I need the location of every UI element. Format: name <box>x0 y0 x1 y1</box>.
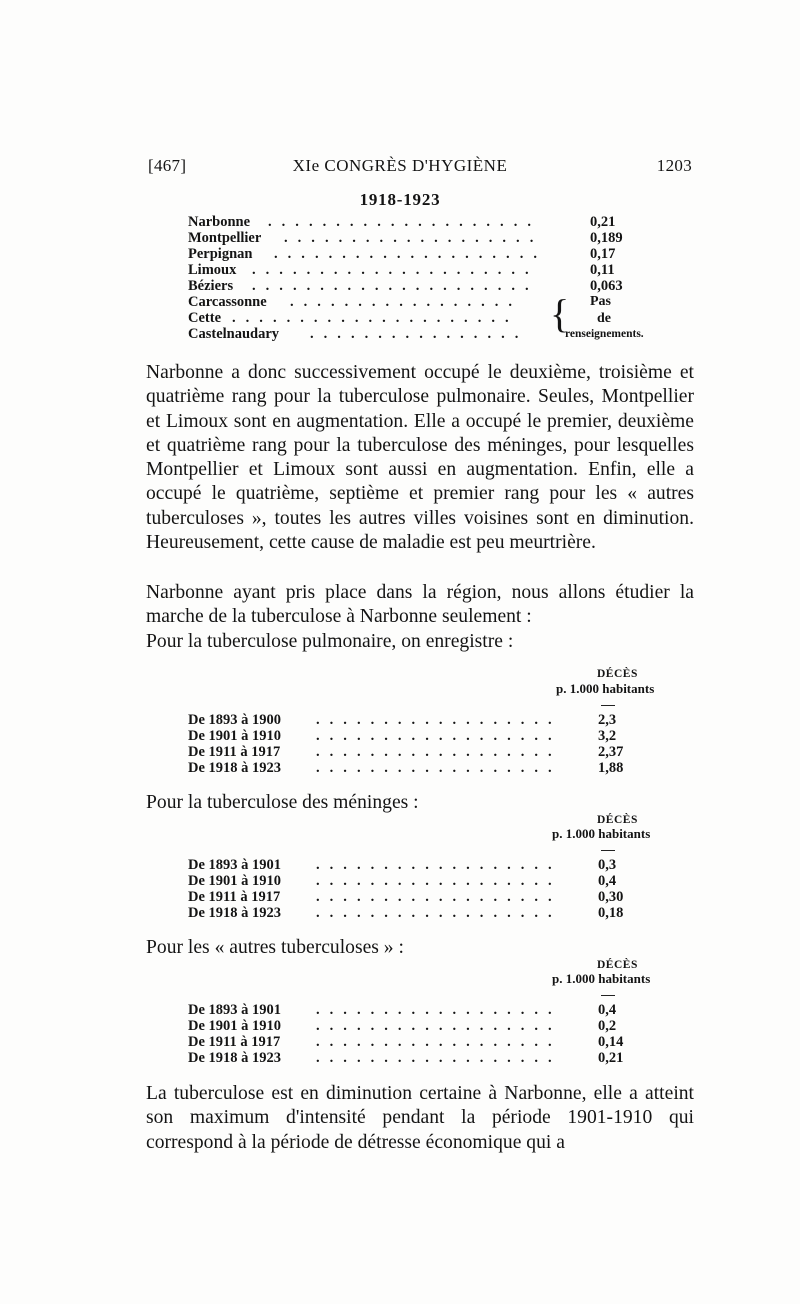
dot-leader: . . . . . . . . . . . . . . . . . . <box>316 1050 555 1066</box>
dot-leader: . . . . . . . . . . . . . . . . . . . <box>284 230 537 246</box>
dot-leader: . . . . . . . . . . . . . . . . . . . . . <box>252 278 532 294</box>
dot-leader: . . . . . . . . . . . . . . . . . . . . . <box>252 262 532 278</box>
city-name: Carcassonne <box>188 294 267 310</box>
paragraph-text: Pour les « autres tuberculoses » : <box>146 937 404 958</box>
table-row <box>188 1050 638 1066</box>
page-reference: [467] <box>148 156 187 175</box>
rate-value: 0,3 <box>598 857 617 873</box>
dot-leader: . . . . . . . . . . . . . . . . . . <box>316 1034 555 1050</box>
table-row <box>188 294 638 310</box>
rate-value: 0,30 <box>598 889 624 905</box>
dot-leader: . . . . . . . . . . . . . . . . . . <box>316 889 555 905</box>
page-number: 1203 <box>656 156 692 175</box>
rate-value: 0,14 <box>598 1034 624 1050</box>
city-name: Narbonne <box>188 214 251 230</box>
period-label: De 1901 à 1910 <box>188 728 282 744</box>
column-header-deces: DÉCÈS <box>597 814 638 826</box>
brace-note: renseignements. <box>565 328 644 340</box>
table-row <box>188 214 638 230</box>
paragraph-conclusion <box>146 1082 694 1155</box>
rate-value: 1,88 <box>598 760 624 776</box>
rate-value: 0,11 <box>590 262 615 278</box>
dot-leader: . . . . . . . . . . . . . . . . . . <box>316 728 555 744</box>
table-row <box>188 310 638 326</box>
table-row <box>188 1002 638 1018</box>
period-label: De 1911 à 1917 <box>188 1034 281 1050</box>
city-name: Montpellier <box>188 230 262 246</box>
column-dash <box>601 850 615 851</box>
table-row <box>188 1034 638 1050</box>
column-header-deces: DÉCÈS <box>597 668 638 680</box>
table-row <box>188 230 638 246</box>
rate-value: 0,189 <box>590 230 623 246</box>
city-name: Cette <box>188 310 222 326</box>
rate-value: 0,18 <box>598 905 624 921</box>
table-row <box>188 712 638 728</box>
brace-note: de <box>597 311 611 326</box>
dot-leader: . . . . . . . . . . . . . . . . . . . . <box>268 214 535 230</box>
period-label: De 1893 à 1901 <box>188 857 282 873</box>
dot-leader: . . . . . . . . . . . . . . . . . . <box>316 1018 555 1034</box>
dot-leader: . . . . . . . . . . . . . . . . . . <box>316 905 555 921</box>
table-row <box>188 278 638 294</box>
dot-leader: . . . . . . . . . . . . . . . . . . <box>316 857 555 873</box>
period-label: De 1901 à 1910 <box>188 1018 282 1034</box>
paragraph-meninges <box>146 791 694 815</box>
period-label: De 1911 à 1917 <box>188 744 281 760</box>
dot-leader: . . . . . . . . . . . . . . . . . . <box>316 712 555 728</box>
table-row <box>188 889 638 905</box>
column-header-per-habitants: p. 1.000 habitants <box>552 971 651 986</box>
period-label: De 1918 à 1923 <box>188 760 282 776</box>
table-row <box>188 873 638 889</box>
paragraph-ranking <box>146 361 694 555</box>
table-row <box>188 857 638 873</box>
running-title: XIe CONGRÈS D'HYGIÈNE <box>292 156 508 175</box>
dot-leader: . . . . . . . . . . . . . . . . . . <box>316 760 555 776</box>
dot-leader: . . . . . . . . . . . . . . . . . . <box>316 1002 555 1018</box>
dot-leader: . . . . . . . . . . . . . . . . . . <box>316 873 555 889</box>
rate-value: 2,37 <box>598 744 624 760</box>
period-label: De 1893 à 1900 <box>188 712 282 728</box>
paragraph-text: Pour la tuberculose pulmonaire, on enregistre : <box>146 631 514 652</box>
period-label: De 1911 à 1917 <box>188 889 281 905</box>
rate-value: 0,4 <box>598 873 617 889</box>
city-name: Béziers <box>188 278 234 294</box>
table-row <box>188 246 638 262</box>
paragraph-autres <box>146 936 694 960</box>
curly-brace: { <box>550 291 570 336</box>
table-row <box>188 262 638 278</box>
column-header-per-habitants: p. 1.000 habitants <box>556 681 655 696</box>
period-label: De 1918 à 1923 <box>188 905 282 921</box>
paragraph-text: La tuberculose est en diminution certaine à Narbonne, elle a atteint son maximum d'intensité pendant la période 1901-1910 qui correspond à la période de détresse économique qui a <box>146 1083 694 1153</box>
rate-value: 0,063 <box>590 278 623 294</box>
column-header-deces: DÉCÈS <box>597 959 638 971</box>
rate-value: 3,2 <box>598 728 617 744</box>
column-dash <box>601 995 615 996</box>
period-label: De 1893 à 1901 <box>188 1002 282 1018</box>
city-name: Perpignan <box>188 246 253 262</box>
brace-note: Pas <box>590 294 611 309</box>
column-header-per-habitants: p. 1.000 habitants <box>552 826 651 841</box>
dot-leader: . . . . . . . . . . . . . . . . <box>310 326 522 342</box>
paragraph-text: Narbonne a donc successivement occupé le deuxième, troisième et quatrième rang pour la tuberculose pulmonaire. Seules, Montpellier et Limoux sont en augmentation. Elle a occupé le premier, deuxième et quatrième rang pour la tuberculose des méninges, pour lesquelles Montpellier et Limoux sont aussi en augmentation. Enfin, elle a occupé le quatrième, septième et premier rang pour les « autres tuberculoses », toutes les autres villes voisines sont en diminution. Heureusement, cette cause de maladie est peu meurtrière. <box>146 362 694 554</box>
dot-leader: . . . . . . . . . . . . . . . . . . . . . <box>232 310 512 326</box>
table-row <box>188 728 638 744</box>
rate-value: 0,21 <box>598 1050 624 1066</box>
rate-value: 0,17 <box>590 246 616 262</box>
table-year-heading: 1918-1923 <box>359 190 441 209</box>
rate-value: 0,2 <box>598 1018 617 1034</box>
table-row <box>188 744 638 760</box>
rate-value: 2,3 <box>598 712 617 728</box>
city-name: Castelnaudary <box>188 326 280 342</box>
rate-value: 0,21 <box>590 214 616 230</box>
dot-leader: . . . . . . . . . . . . . . . . . . . . <box>274 246 541 262</box>
paragraph-narbonne <box>146 581 694 630</box>
paragraph-text: Pour la tuberculose des méninges : <box>146 792 419 813</box>
table-row <box>188 760 638 776</box>
rate-value: 0,4 <box>598 1002 617 1018</box>
table-row <box>188 1018 638 1034</box>
dot-leader: . . . . . . . . . . . . . . . . . . <box>316 744 555 760</box>
column-dash <box>601 705 615 706</box>
period-label: De 1901 à 1910 <box>188 873 282 889</box>
paragraph-text: Narbonne ayant pris place dans la région, nous allons étudier la marche de la tuberculose à Narbonne seulement : <box>146 582 694 628</box>
period-label: De 1918 à 1923 <box>188 1050 282 1066</box>
table-row <box>188 905 638 921</box>
city-name: Limoux <box>188 262 237 278</box>
paragraph-pulmonaire <box>146 630 694 654</box>
dot-leader: . . . . . . . . . . . . . . . . . <box>290 294 516 310</box>
